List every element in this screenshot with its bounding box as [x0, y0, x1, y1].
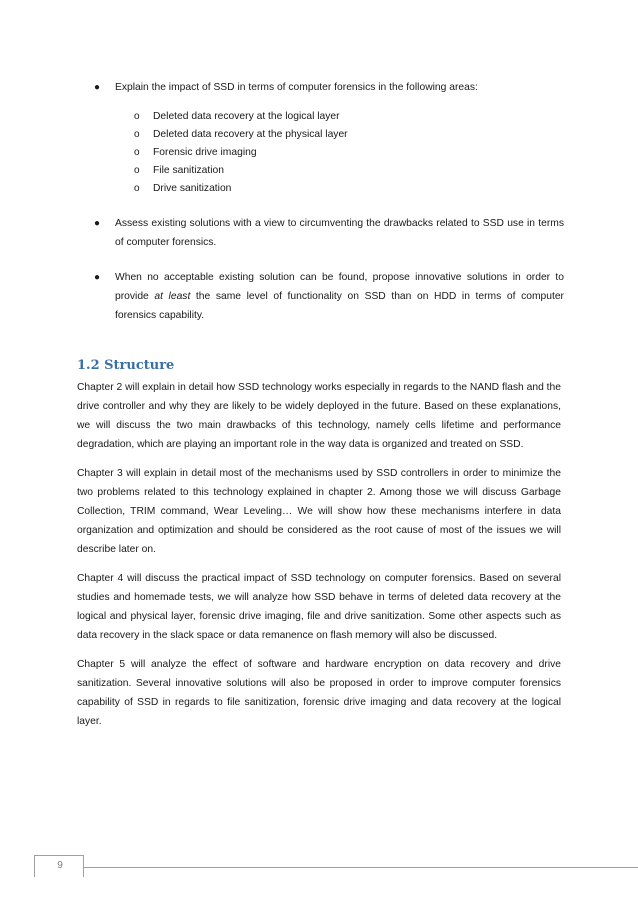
bullet-item — [94, 214, 564, 252]
bullet-dot-icon: ● — [94, 218, 101, 229]
circle-bullet-icon: o — [134, 111, 140, 122]
sub-list-item: o Forensic drive imaging — [134, 144, 564, 162]
bullet-item — [94, 268, 564, 325]
footer-divider — [84, 867, 638, 868]
section-heading: 1.2 Structure — [77, 358, 175, 373]
emphasis-text: at least — [154, 291, 191, 302]
section-body — [77, 378, 561, 741]
circle-bullet-icon: o — [134, 165, 140, 176]
circle-bullet-icon: o — [134, 147, 140, 158]
circle-bullet-icon: o — [134, 129, 140, 140]
bullet-text: When no acceptable existing solution can be found, propose innovative solutions in order to provide at least the same level of functionality on SSD than on HDD in terms of computer forensics capability. — [115, 272, 564, 321]
sub-list-item: o Deleted data recovery at the physical layer — [134, 126, 564, 144]
bullet-text: Assess existing solutions with a view to circumventing the drawbacks related to SSD use in terms of computer forensics. — [115, 218, 564, 248]
objectives-list — [94, 78, 564, 325]
paragraph: Chapter 5 will analyze the effect of software and hardware encryption on data recovery and drive sanitization. Several innovative solutions will also be proposed in order to improve computer forensics capability of SSD in regards to file sanitization, forensic drive imaging and data recovery at the logical layer. — [77, 659, 561, 727]
paragraph: Chapter 2 will explain in detail how SSD technology works especially in regards to the NAND flash and the drive controller and why they are likely to be widely deployed in the future. Based on these explanations, we will discuss the two main drawbacks of this technology, namely cells lifetime and performance degradation, which are playing an important role in the way data is organized and treated on SSD. — [77, 382, 561, 450]
sub-list-item: o Drive sanitization — [134, 180, 564, 198]
paragraph: Chapter 3 will explain in detail most of the mechanisms used by SSD controllers in order to minimize the two problems related to this technology explained in chapter 2. Among those we will discuss Garbage Collection, TRIM command, Wear Leveling… We will show how these mechanisms interfere in data organization and optimization and should be considered as the root cause of most of the issues we will describe later on. — [77, 468, 561, 555]
bullet-dot-icon: ● — [94, 82, 101, 93]
sub-list — [134, 108, 564, 198]
circle-bullet-icon: o — [134, 183, 140, 194]
page-number-box — [34, 855, 84, 877]
sub-list-item: o File sanitization — [134, 162, 564, 180]
page-number: 9 — [57, 860, 63, 871]
bullet-dot-icon: ● — [94, 272, 101, 283]
bullet-text: Explain the impact of SSD in terms of computer forensics in the following areas: — [115, 82, 478, 93]
sub-list-item: o Deleted data recovery at the logical layer — [134, 108, 564, 126]
bullet-item — [94, 78, 564, 198]
paragraph: Chapter 4 will discuss the practical impact of SSD technology on computer forensics. Based on several studies and homemade tests, we will analyze how SSD behave in terms of deleted data recovery at the logical and physical layer, forensic drive imaging, file and drive sanitization. Some other aspects such as data recovery in the slack space or data remanence on flash memory will also be discussed. — [77, 573, 561, 641]
